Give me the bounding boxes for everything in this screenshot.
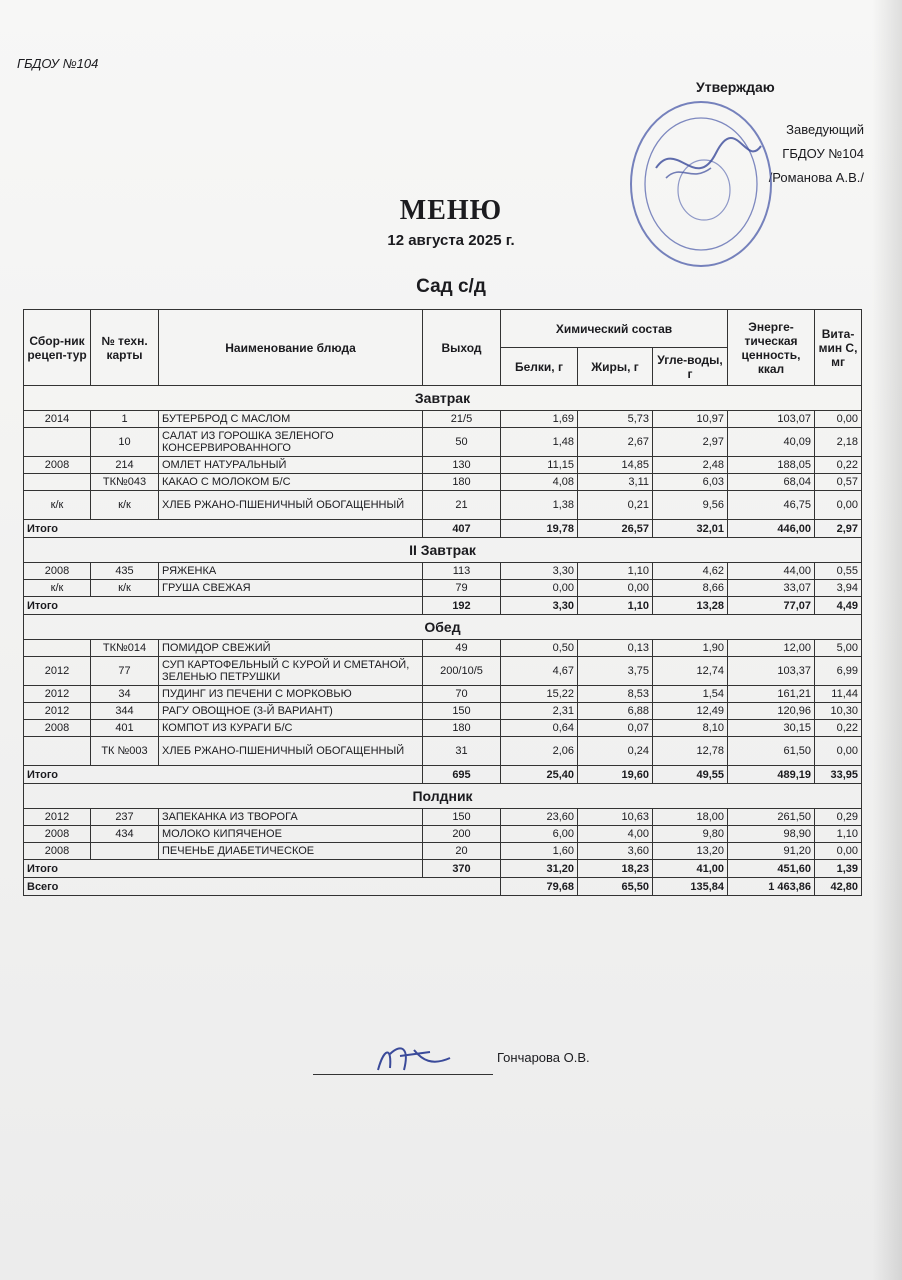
cell-protein: 1,69	[501, 411, 578, 428]
cell-collection: 2012	[24, 809, 91, 826]
total-vitamin: 33,95	[815, 766, 862, 784]
cell-energy: 188,05	[728, 457, 815, 474]
total-carbs: 13,28	[653, 597, 728, 615]
total-vitamin: 1,39	[815, 860, 862, 878]
cell-dish: СУП КАРТОФЕЛЬНЫЙ С КУРОЙ И СМЕТАНОЙ, ЗЕЛЕНЬЮ ПЕТРУШКИ	[159, 657, 423, 686]
cell-fat: 3,75	[578, 657, 653, 686]
cell-fat: 2,67	[578, 428, 653, 457]
cell-card: 401	[91, 720, 159, 737]
cell-fat: 6,88	[578, 703, 653, 720]
cell-collection	[24, 474, 91, 491]
cell-dish: ПЕЧЕНЬЕ ДИАБЕТИЧЕСКОЕ	[159, 843, 423, 860]
cell-energy: 103,37	[728, 657, 815, 686]
cell-vitamin: 0,22	[815, 720, 862, 737]
cell-vitamin: 3,94	[815, 580, 862, 597]
cell-yield: 180	[423, 720, 501, 737]
cell-yield: 20	[423, 843, 501, 860]
cell-dish: КАКАО С МОЛОКОМ Б/С	[159, 474, 423, 491]
cell-protein: 15,22	[501, 686, 578, 703]
cell-protein: 0,64	[501, 720, 578, 737]
table-row	[24, 826, 862, 843]
cell-collection: 2012	[24, 703, 91, 720]
table-row	[24, 491, 862, 520]
cell-energy: 120,96	[728, 703, 815, 720]
table-row	[24, 686, 862, 703]
grand-total-carbs: 135,84	[653, 878, 728, 896]
header-collection: Сбор-ник рецеп-тур	[24, 310, 91, 386]
cell-dish: РАГУ ОВОЩНОЕ (3-Й ВАРИАНТ)	[159, 703, 423, 720]
total-fat: 26,57	[578, 520, 653, 538]
section-title: Обед	[24, 615, 862, 640]
cell-protein: 0,00	[501, 580, 578, 597]
cell-card: к/к	[91, 580, 159, 597]
cell-card: 1	[91, 411, 159, 428]
total-row	[24, 860, 862, 878]
cell-card: 77	[91, 657, 159, 686]
section-title: II Завтрак	[24, 538, 862, 563]
section-title: Полдник	[24, 784, 862, 809]
cell-energy: 30,15	[728, 720, 815, 737]
cell-yield: 70	[423, 686, 501, 703]
total-energy: 489,19	[728, 766, 815, 784]
cell-dish: МОЛОКО КИПЯЧЕНОЕ	[159, 826, 423, 843]
cell-dish: ОМЛЕТ НАТУРАЛЬНЫЙ	[159, 457, 423, 474]
header-fat: Жиры, г	[578, 348, 653, 386]
cell-energy: 44,00	[728, 563, 815, 580]
cell-energy: 98,90	[728, 826, 815, 843]
cell-card: 344	[91, 703, 159, 720]
cell-protein: 4,67	[501, 657, 578, 686]
total-carbs: 49,55	[653, 766, 728, 784]
cell-collection	[24, 640, 91, 657]
cell-vitamin: 0,00	[815, 737, 862, 766]
cell-carbs: 18,00	[653, 809, 728, 826]
cell-protein: 11,15	[501, 457, 578, 474]
cell-fat: 1,10	[578, 563, 653, 580]
cell-vitamin: 5,00	[815, 640, 862, 657]
table-row	[24, 474, 862, 491]
cell-fat: 4,00	[578, 826, 653, 843]
cell-card: 237	[91, 809, 159, 826]
header-protein: Белки, г	[501, 348, 578, 386]
paper-shadow	[872, 0, 902, 1280]
approve-label: Утверждаю	[696, 79, 775, 95]
total-label: Итого	[24, 766, 423, 784]
table-row	[24, 428, 862, 457]
grand-total-row	[24, 878, 862, 896]
cell-energy: 91,20	[728, 843, 815, 860]
cell-fat: 5,73	[578, 411, 653, 428]
grand-total-energy: 1 463,86	[728, 878, 815, 896]
cell-vitamin: 1,10	[815, 826, 862, 843]
cell-dish: КОМПОТ ИЗ КУРАГИ Б/С	[159, 720, 423, 737]
cell-collection: 2012	[24, 657, 91, 686]
cell-energy: 161,21	[728, 686, 815, 703]
total-fat: 1,10	[578, 597, 653, 615]
cell-card: ТК№043	[91, 474, 159, 491]
cell-yield: 180	[423, 474, 501, 491]
cell-vitamin: 0,00	[815, 843, 862, 860]
menu-date: 12 августа 2025 г.	[387, 232, 515, 249]
cell-yield: 150	[423, 809, 501, 826]
cell-card: 435	[91, 563, 159, 580]
cell-yield: 21/5	[423, 411, 501, 428]
approve-position: Заведующий	[786, 122, 864, 137]
total-protein: 25,40	[501, 766, 578, 784]
cell-yield: 113	[423, 563, 501, 580]
cell-carbs: 13,20	[653, 843, 728, 860]
cell-carbs: 10,97	[653, 411, 728, 428]
header-carbs: Угле-воды, г	[653, 348, 728, 386]
cell-carbs: 1,54	[653, 686, 728, 703]
cell-yield: 79	[423, 580, 501, 597]
table-row	[24, 411, 862, 428]
grand-total-vitamin: 42,80	[815, 878, 862, 896]
table-row	[24, 737, 862, 766]
cell-vitamin: 11,44	[815, 686, 862, 703]
cell-energy: 12,00	[728, 640, 815, 657]
cell-vitamin: 0,57	[815, 474, 862, 491]
cell-carbs: 1,90	[653, 640, 728, 657]
approve-name: /Романова А.В./	[768, 170, 864, 185]
cell-dish: ПОМИДОР СВЕЖИЙ	[159, 640, 423, 657]
grand-total-label: Всего	[24, 878, 501, 896]
cell-yield: 31	[423, 737, 501, 766]
cell-fat: 8,53	[578, 686, 653, 703]
total-energy: 451,60	[728, 860, 815, 878]
cell-energy: 33,07	[728, 580, 815, 597]
header-energy: Энерге-тическая ценность, ккал	[728, 310, 815, 386]
total-carbs: 41,00	[653, 860, 728, 878]
grand-total-fat: 65,50	[578, 878, 653, 896]
cell-dish: БУТЕРБРОД С МАСЛОМ	[159, 411, 423, 428]
cell-yield: 21	[423, 491, 501, 520]
cell-fat: 10,63	[578, 809, 653, 826]
cell-energy: 103,07	[728, 411, 815, 428]
total-fat: 19,60	[578, 766, 653, 784]
cell-dish: САЛАТ ИЗ ГОРОШКА ЗЕЛЕНОГО КОНСЕРВИРОВАННОГО	[159, 428, 423, 457]
cell-protein: 1,38	[501, 491, 578, 520]
cell-vitamin: 0,55	[815, 563, 862, 580]
cell-collection: 2008	[24, 457, 91, 474]
cell-fat: 0,21	[578, 491, 653, 520]
total-carbs: 32,01	[653, 520, 728, 538]
page-title: МЕНЮ	[399, 195, 503, 226]
cell-energy: 261,50	[728, 809, 815, 826]
cell-dish: ГРУША СВЕЖАЯ	[159, 580, 423, 597]
group-name: Сад с/д	[416, 276, 486, 297]
cell-carbs: 12,74	[653, 657, 728, 686]
header-tech-card: № техн. карты	[91, 310, 159, 386]
total-vitamin: 4,49	[815, 597, 862, 615]
cell-fat: 0,07	[578, 720, 653, 737]
approve-org: ГБДОУ №104	[782, 146, 864, 161]
cell-carbs: 2,48	[653, 457, 728, 474]
cell-yield: 200/10/5	[423, 657, 501, 686]
cell-carbs: 9,80	[653, 826, 728, 843]
cell-collection: 2014	[24, 411, 91, 428]
cell-collection	[24, 737, 91, 766]
table-row	[24, 703, 862, 720]
cell-card: ТК№014	[91, 640, 159, 657]
cell-card: 10	[91, 428, 159, 457]
cell-collection: 2008	[24, 826, 91, 843]
total-energy: 446,00	[728, 520, 815, 538]
menu-table	[23, 309, 862, 896]
cell-carbs: 12,78	[653, 737, 728, 766]
cell-vitamin: 2,18	[815, 428, 862, 457]
header-vitamin: Вита-мин С, мг	[815, 310, 862, 386]
cell-protein: 1,48	[501, 428, 578, 457]
cell-vitamin: 0,00	[815, 491, 862, 520]
table-row	[24, 657, 862, 686]
cell-carbs: 12,49	[653, 703, 728, 720]
total-row	[24, 597, 862, 615]
org-name: ГБДОУ №104	[17, 56, 99, 71]
cell-dish: ЗАПЕКАНКА ИЗ ТВОРОГА	[159, 809, 423, 826]
header-yield: Выход	[423, 310, 501, 386]
cell-collection: 2012	[24, 686, 91, 703]
cell-dish: ПУДИНГ ИЗ ПЕЧЕНИ С МОРКОВЬЮ	[159, 686, 423, 703]
cell-collection: 2008	[24, 563, 91, 580]
cell-fat: 14,85	[578, 457, 653, 474]
cell-fat: 3,60	[578, 843, 653, 860]
cell-yield: 49	[423, 640, 501, 657]
cell-yield: 50	[423, 428, 501, 457]
cell-fat: 3,11	[578, 474, 653, 491]
cell-protein: 3,30	[501, 563, 578, 580]
cell-dish: ХЛЕБ РЖАНО-ПШЕНИЧНЫЙ ОБОГАЩЕННЫЙ	[159, 491, 423, 520]
signature-name: Гончарова О.В.	[497, 1050, 590, 1065]
cell-vitamin: 0,00	[815, 411, 862, 428]
cell-protein: 2,06	[501, 737, 578, 766]
cell-vitamin: 0,29	[815, 809, 862, 826]
total-yield: 370	[423, 860, 501, 878]
cell-fat: 0,13	[578, 640, 653, 657]
cell-protein: 4,08	[501, 474, 578, 491]
cell-collection: к/к	[24, 491, 91, 520]
header-chem: Химический состав	[501, 310, 728, 348]
header-dish: Наименование блюда	[159, 310, 423, 386]
cell-protein: 23,60	[501, 809, 578, 826]
total-yield: 695	[423, 766, 501, 784]
cell-dish: РЯЖЕНКА	[159, 563, 423, 580]
total-energy: 77,07	[728, 597, 815, 615]
total-label: Итого	[24, 597, 423, 615]
cell-carbs: 9,56	[653, 491, 728, 520]
cell-protein: 0,50	[501, 640, 578, 657]
cell-fat: 0,00	[578, 580, 653, 597]
cell-collection: 2008	[24, 720, 91, 737]
section-title: Завтрак	[24, 386, 862, 411]
cell-energy: 46,75	[728, 491, 815, 520]
total-protein: 19,78	[501, 520, 578, 538]
cell-yield: 150	[423, 703, 501, 720]
signature-line	[313, 1074, 493, 1075]
total-yield: 192	[423, 597, 501, 615]
total-row	[24, 766, 862, 784]
total-label: Итого	[24, 860, 423, 878]
cell-vitamin: 10,30	[815, 703, 862, 720]
cell-protein: 1,60	[501, 843, 578, 860]
table-row	[24, 640, 862, 657]
total-protein: 3,30	[501, 597, 578, 615]
cell-fat: 0,24	[578, 737, 653, 766]
cell-carbs: 4,62	[653, 563, 728, 580]
cell-carbs: 8,10	[653, 720, 728, 737]
cell-energy: 61,50	[728, 737, 815, 766]
total-row	[24, 520, 862, 538]
cell-protein: 2,31	[501, 703, 578, 720]
table-row	[24, 720, 862, 737]
table-row	[24, 809, 862, 826]
table-row	[24, 457, 862, 474]
total-vitamin: 2,97	[815, 520, 862, 538]
total-fat: 18,23	[578, 860, 653, 878]
cell-carbs: 8,66	[653, 580, 728, 597]
cell-energy: 68,04	[728, 474, 815, 491]
cell-card	[91, 843, 159, 860]
cell-vitamin: 6,99	[815, 657, 862, 686]
cell-card: ТК №003	[91, 737, 159, 766]
cell-energy: 40,09	[728, 428, 815, 457]
total-protein: 31,20	[501, 860, 578, 878]
total-yield: 407	[423, 520, 501, 538]
table-row	[24, 843, 862, 860]
cell-card: 434	[91, 826, 159, 843]
cell-yield: 200	[423, 826, 501, 843]
table-row	[24, 580, 862, 597]
grand-total-protein: 79,68	[501, 878, 578, 896]
total-label: Итого	[24, 520, 423, 538]
cell-yield: 130	[423, 457, 501, 474]
cell-card: к/к	[91, 491, 159, 520]
cell-collection: к/к	[24, 580, 91, 597]
cell-collection	[24, 428, 91, 457]
cell-card: 214	[91, 457, 159, 474]
table-row	[24, 563, 862, 580]
cell-carbs: 6,03	[653, 474, 728, 491]
cell-protein: 6,00	[501, 826, 578, 843]
cell-card: 34	[91, 686, 159, 703]
cell-collection: 2008	[24, 843, 91, 860]
cell-carbs: 2,97	[653, 428, 728, 457]
cell-dish: ХЛЕБ РЖАНО-ПШЕНИЧНЫЙ ОБОГАЩЕННЫЙ	[159, 737, 423, 766]
cell-vitamin: 0,22	[815, 457, 862, 474]
